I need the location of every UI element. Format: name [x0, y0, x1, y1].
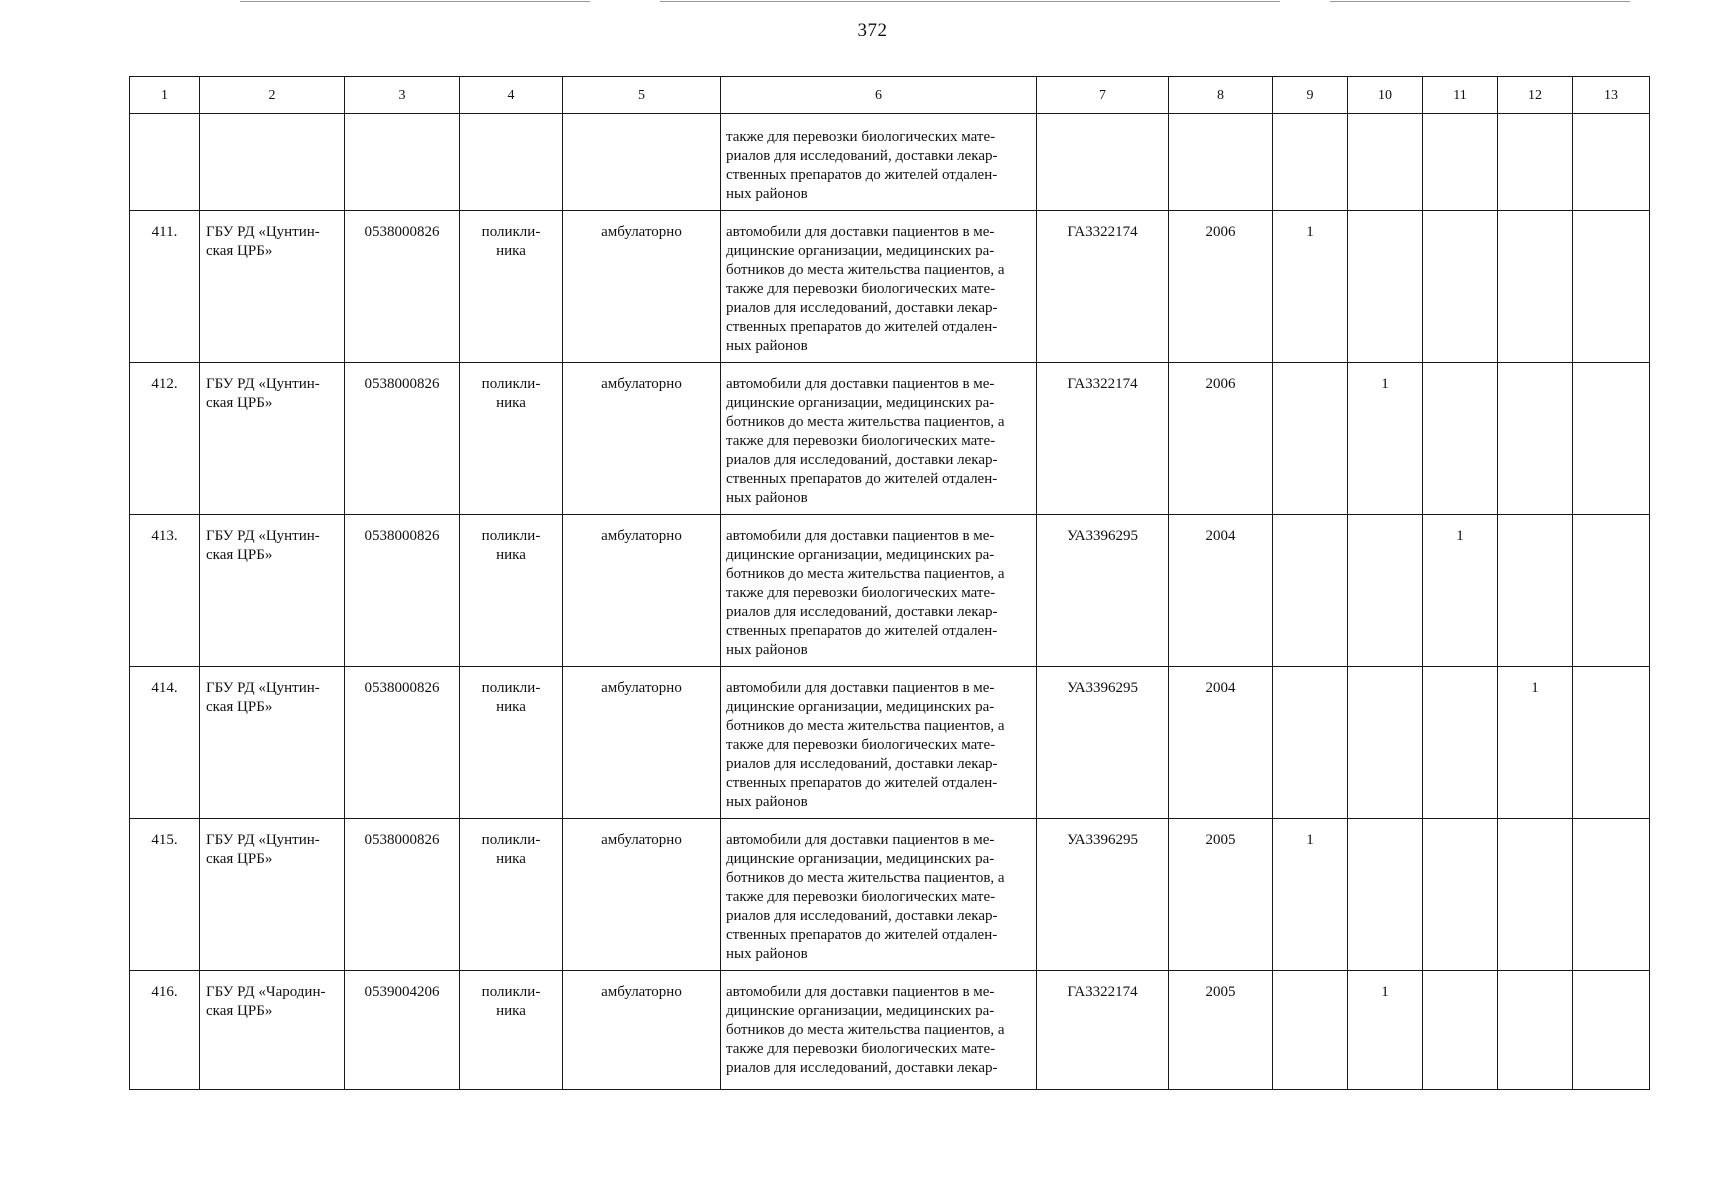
row-number-cell: [130, 667, 200, 819]
quantity-value: [1498, 819, 1572, 831]
column-header-8: 8: [1169, 77, 1273, 114]
table-row: [130, 211, 1650, 363]
quantity-value: [1273, 971, 1347, 983]
quantity-value: [1273, 667, 1347, 679]
column-header-11: 11: [1423, 77, 1498, 114]
column-header-3: 3: [345, 77, 460, 114]
organization-cell: [200, 515, 345, 667]
quantity-value: 1: [1306, 224, 1314, 240]
year-cell: [1169, 667, 1273, 819]
care-type-value: амбулаторно: [601, 528, 682, 544]
care-type-cell: [563, 211, 721, 363]
department-value: поликли- ника: [481, 680, 541, 715]
scan-edge-line-left: [240, 1, 590, 2]
inn-value: 0538000826: [364, 832, 440, 848]
year-cell: [1169, 211, 1273, 363]
column-header-7: 7: [1037, 77, 1169, 114]
description-text: автомобили для доставки пациентов в ме- дицинские организации, медицинских ра- ботников до места жительства пациентов, а также для перевозки биологических мате- риалов для исследований, доставки лекар- ственных препаратов до жителей отдален- ных районов: [726, 224, 1005, 354]
quantity-cell-11: [1423, 515, 1498, 667]
quantity-value: [1573, 515, 1649, 527]
care-type-cell: [563, 363, 721, 515]
row-number-cell: [130, 363, 200, 515]
quantity-cell-12: [1498, 363, 1573, 515]
row-number: 411.: [151, 224, 178, 240]
quantity-cell-11: [1423, 363, 1498, 515]
description-cell: [721, 114, 1037, 211]
row-number: 415.: [151, 832, 178, 848]
organization-cell: [200, 971, 345, 1090]
quantity-cell-12: [1498, 515, 1573, 667]
year-value: 2006: [1205, 376, 1236, 392]
quantity-value: [1348, 211, 1422, 223]
table-row: [130, 819, 1650, 971]
quantity-value: [1423, 819, 1497, 831]
quantity-cell-10: [1348, 363, 1423, 515]
cell: [1498, 114, 1573, 211]
column-header-13: 13: [1573, 77, 1650, 114]
year-value: 2004: [1205, 680, 1236, 696]
care-type-value: амбулаторно: [601, 224, 682, 240]
year-value: 2006: [1205, 224, 1236, 240]
quantity-cell-9: [1273, 363, 1348, 515]
header-row: [130, 77, 1650, 114]
inn-value: 0538000826: [364, 376, 440, 392]
description-text: автомобили для доставки пациентов в ме- дицинские организации, медицинских ра- ботников до места жительства пациентов, а также для перевозки биологических мате- риалов для исследований, доставки лекар- ственных препаратов до жителей отдален- ных районов: [726, 832, 1005, 962]
quantity-cell-9: [1273, 819, 1348, 971]
quantity-value: [1573, 363, 1649, 375]
organization-name: ГБУ РД «Цунтин- ская ЦРБ»: [206, 528, 320, 563]
quantity-value: [1498, 363, 1572, 375]
organization-name: ГБУ РД «Цунтин- ская ЦРБ»: [206, 376, 320, 411]
cell: [1348, 114, 1423, 211]
row-number: 416.: [151, 984, 178, 1000]
quantity-value: [1348, 515, 1422, 527]
department-cell: [460, 515, 563, 667]
quantity-value: [1273, 515, 1347, 527]
quantity-value: [1573, 667, 1649, 679]
year-value: 2005: [1205, 984, 1236, 1000]
column-header-6: 6: [721, 77, 1037, 114]
model-value: УА3396295: [1066, 832, 1139, 848]
quantity-value: [1573, 211, 1649, 223]
quantity-cell-13: [1573, 363, 1650, 515]
quantity-cell-11: [1423, 667, 1498, 819]
year-cell: [1169, 971, 1273, 1090]
model-cell: [1037, 819, 1169, 971]
department-value: поликли- ника: [481, 984, 541, 1019]
description-cell: [721, 363, 1037, 515]
organization-name: ГБУ РД «Цунтин- ская ЦРБ»: [206, 224, 320, 259]
organization-name: ГБУ РД «Цунтин- ская ЦРБ»: [206, 832, 320, 867]
care-type-value: амбулаторно: [601, 680, 682, 696]
cell: [563, 114, 721, 211]
cell: [1169, 114, 1273, 211]
column-header-9: 9: [1273, 77, 1348, 114]
column-header-1: 1: [130, 77, 200, 114]
quantity-cell-10: [1348, 211, 1423, 363]
department-value: поликли- ника: [481, 224, 541, 259]
model-value: ГА3322174: [1067, 984, 1138, 1000]
cell: [1423, 114, 1498, 211]
quantity-cell-12: [1498, 971, 1573, 1090]
row-number-cell: [130, 515, 200, 667]
quantity-value: 1: [1381, 984, 1389, 1000]
inn-value: 0538000826: [364, 528, 440, 544]
table-row: [130, 515, 1650, 667]
organization-cell: [200, 211, 345, 363]
care-type-value: амбулаторно: [601, 376, 682, 392]
row-number-cell: [130, 211, 200, 363]
continuation-row: [130, 114, 1650, 211]
inn-value: 0538000826: [364, 224, 440, 240]
year-cell: [1169, 515, 1273, 667]
quantity-cell-11: [1423, 211, 1498, 363]
quantity-cell-13: [1573, 667, 1650, 819]
quantity-cell-12: [1498, 667, 1573, 819]
quantity-value: [1348, 667, 1422, 679]
department-value: поликли- ника: [481, 376, 541, 411]
quantity-cell-9: [1273, 667, 1348, 819]
department-cell: [460, 819, 563, 971]
organization-cell: [200, 667, 345, 819]
cell: [1037, 114, 1169, 211]
quantity-value: 1: [1381, 376, 1389, 392]
cell: [130, 114, 200, 211]
quantity-value: [1573, 819, 1649, 831]
quantity-value: [1498, 971, 1572, 983]
row-number: 414.: [151, 680, 178, 696]
cell: [200, 114, 345, 211]
quantity-cell-9: [1273, 971, 1348, 1090]
quantity-value: [1423, 211, 1497, 223]
quantity-cell-13: [1573, 819, 1650, 971]
row-number-cell: [130, 971, 200, 1090]
cell: [460, 114, 563, 211]
description-cell: [721, 667, 1037, 819]
organization-cell: [200, 819, 345, 971]
page-number: 372: [857, 20, 888, 41]
quantity-cell-12: [1498, 819, 1573, 971]
description-text: автомобили для доставки пациентов в ме- дицинские организации, медицинских ра- ботников до места жительства пациентов, а также для перевозки биологических мате- риалов для исследований, доставки лекар-: [726, 984, 1005, 1076]
quantity-value: [1348, 819, 1422, 831]
quantity-cell-10: [1348, 819, 1423, 971]
cell: [345, 114, 460, 211]
model-cell: [1037, 211, 1169, 363]
row-number: 412.: [151, 376, 178, 392]
inn-cell: [345, 667, 460, 819]
register-table: [129, 76, 1650, 1090]
quantity-cell-10: [1348, 667, 1423, 819]
description-cell: [721, 515, 1037, 667]
care-type-cell: [563, 667, 721, 819]
scan-edge-line-far-right: [1330, 1, 1630, 2]
care-type-cell: [563, 515, 721, 667]
inn-value: 0538000826: [364, 680, 440, 696]
quantity-value: [1498, 515, 1572, 527]
inn-cell: [345, 819, 460, 971]
model-value: УА3396295: [1066, 528, 1139, 544]
inn-cell: [345, 363, 460, 515]
column-header-4: 4: [460, 77, 563, 114]
department-cell: [460, 211, 563, 363]
cell: [1273, 114, 1348, 211]
organization-name: ГБУ РД «Цунтин- ская ЦРБ»: [206, 680, 320, 715]
quantity-cell-9: [1273, 515, 1348, 667]
column-header-2: 2: [200, 77, 345, 114]
inn-cell: [345, 211, 460, 363]
quantity-cell-11: [1423, 971, 1498, 1090]
quantity-value: 1: [1531, 680, 1539, 696]
description-text: автомобили для доставки пациентов в ме- дицинские организации, медицинских ра- ботников до места жительства пациентов, а также для перевозки биологических мате- риалов для исследований, доставки лекар- ственных препаратов до жителей отдален- ных районов: [726, 528, 1005, 658]
description-text: также для перевозки биологических мате- риалов для исследований, доставки лекар- ственных препаратов до жителей отдален- ных районов: [726, 129, 998, 202]
model-cell: [1037, 667, 1169, 819]
description-text: автомобили для доставки пациентов в ме- дицинские организации, медицинских ра- ботников до места жительства пациентов, а также для перевозки биологических мате- риалов для исследований, доставки лекар- ственных препаратов до жителей отдален- ных районов: [726, 376, 1005, 506]
department-cell: [460, 363, 563, 515]
column-header-5: 5: [563, 77, 721, 114]
year-value: 2004: [1205, 528, 1236, 544]
quantity-cell-12: [1498, 211, 1573, 363]
quantity-value: [1573, 971, 1649, 983]
description-cell: [721, 211, 1037, 363]
description-text: автомобили для доставки пациентов в ме- дицинские организации, медицинских ра- ботников до места жительства пациентов, а также для перевозки биологических мате- риалов для исследований, доставки лекар- ственных препаратов до жителей отдален- ных районов: [726, 680, 1005, 810]
quantity-value: [1423, 667, 1497, 679]
care-type-value: амбулаторно: [601, 984, 682, 1000]
model-value: ГА3322174: [1067, 376, 1138, 392]
quantity-cell-13: [1573, 211, 1650, 363]
care-type-cell: [563, 819, 721, 971]
department-value: поликли- ника: [481, 528, 541, 563]
scan-edge-line-right: [660, 1, 1280, 2]
inn-cell: [345, 515, 460, 667]
care-type-value: амбулаторно: [601, 832, 682, 848]
department-cell: [460, 667, 563, 819]
department-cell: [460, 971, 563, 1090]
model-value: ГА3322174: [1067, 224, 1138, 240]
model-cell: [1037, 363, 1169, 515]
inn-cell: [345, 971, 460, 1090]
model-cell: [1037, 515, 1169, 667]
quantity-value: 1: [1456, 528, 1464, 544]
quantity-value: [1423, 971, 1497, 983]
model-cell: [1037, 971, 1169, 1090]
organization-name: ГБУ РД «Чародин- ская ЦРБ»: [206, 984, 326, 1019]
row-number: 413.: [151, 528, 178, 544]
description-cell: [721, 819, 1037, 971]
quantity-value: [1423, 363, 1497, 375]
table-row: [130, 667, 1650, 819]
inn-value: 0539004206: [364, 984, 440, 1000]
quantity-cell-10: [1348, 971, 1423, 1090]
year-cell: [1169, 363, 1273, 515]
model-value: УА3396295: [1066, 680, 1139, 696]
year-cell: [1169, 819, 1273, 971]
quantity-value: [1498, 211, 1572, 223]
table-row: [130, 363, 1650, 515]
quantity-cell-13: [1573, 515, 1650, 667]
year-value: 2005: [1205, 832, 1236, 848]
quantity-value: 1: [1306, 832, 1314, 848]
column-header-10: 10: [1348, 77, 1423, 114]
column-header-12: 12: [1498, 77, 1573, 114]
care-type-cell: [563, 971, 721, 1090]
quantity-cell-10: [1348, 515, 1423, 667]
row-number-cell: [130, 819, 200, 971]
quantity-cell-11: [1423, 819, 1498, 971]
description-cell: [721, 971, 1037, 1090]
table-row: [130, 971, 1650, 1090]
cell: [1573, 114, 1650, 211]
quantity-cell-9: [1273, 211, 1348, 363]
organization-cell: [200, 363, 345, 515]
department-value: поликли- ника: [481, 832, 541, 867]
quantity-cell-13: [1573, 971, 1650, 1090]
quantity-value: [1273, 363, 1347, 375]
